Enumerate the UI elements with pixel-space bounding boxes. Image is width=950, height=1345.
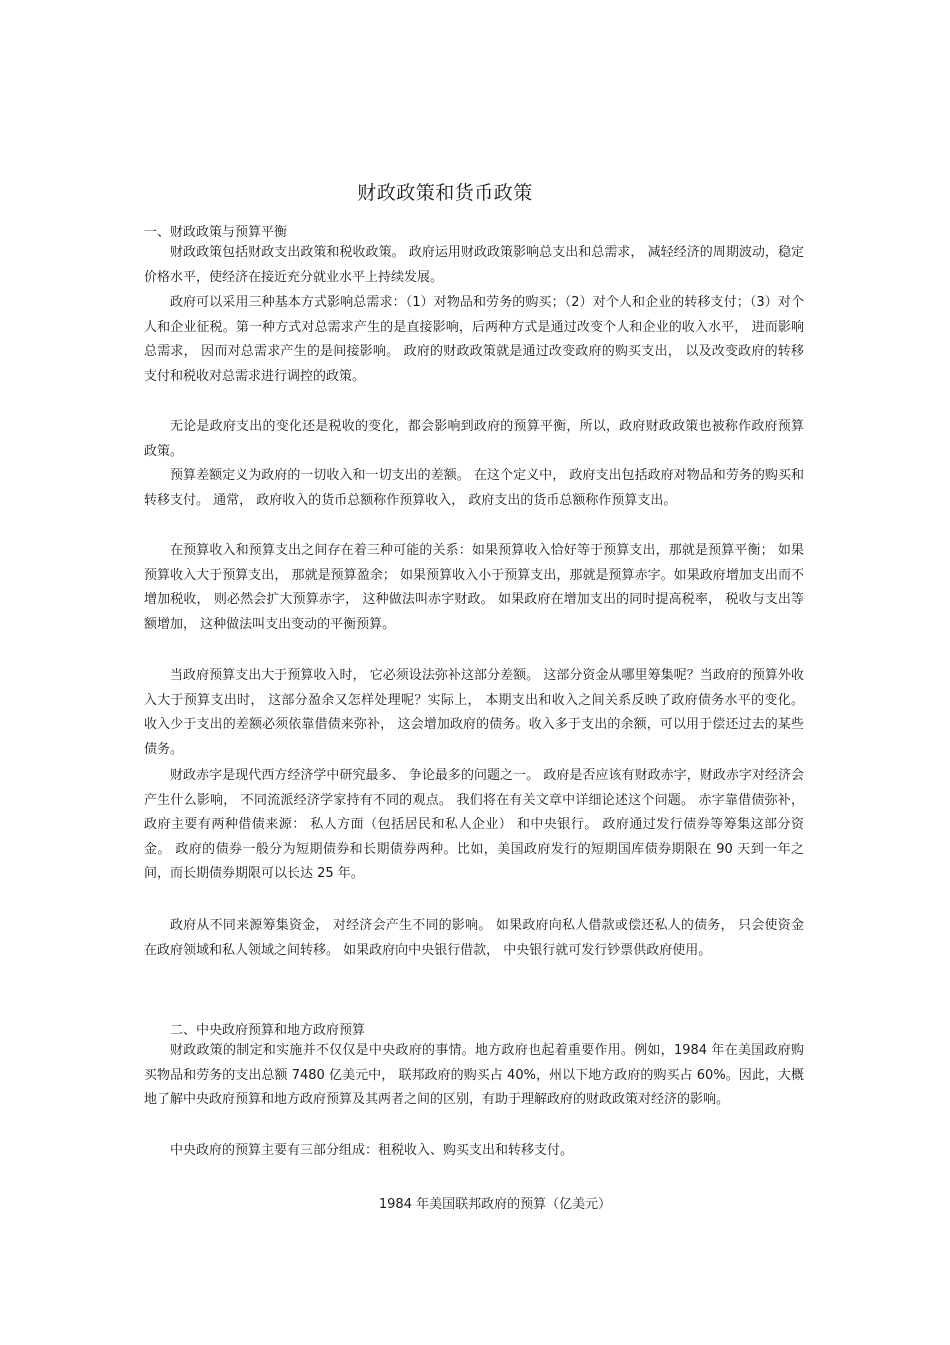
paragraph: 财政政策的制定和实施并不仅仅是中央政府的事情。地方政府也起着重要作用。例如，1984 年在美国政府购买物品和劳务的支出总额 7480 亿美元中， 联邦政府的购买占 40%，州以下地方政府的购买占 60%。因此，大概地了解中央政府预算和地方政府预算及其两者之间的区别，有助于理解政府的财政政策对经济的影响。 — [144, 1043, 804, 1107]
paragraph: 政府从不同来源筹集资金， 对经济会产生不同的影响。 如果政府向私人借款或偿还私人的债务， 只会使资金在政府领域和私人领域之间转移。 如果政府向中央银行借款， 中央银行就可发行钞票供政府使用。 — [144, 918, 804, 958]
paragraph: 财政赤字是现代西方经济学中研究最多、 争论最多的问题之一。 政府是否应该有财政赤字，财政赤字对经济会产生什么影响， 不同流派经济学家持有不同的观点。 我们将在有关文章中详细论述这个问题。 赤字靠借债弥补，政府主要有两种借债来源： 私人方面（包括居民和私人企业） 和中央银行。 政府通过发行债券等筹集这部分资金。 政府的债券一般分为短期债券和长期债券两种。比如，美国政府发行的短期国库债券期限在 90 天到一年之间，而长期债券期限可以长达 25 年。 — [144, 768, 804, 881]
paragraph: 财政政策包括财政支出政策和税收政策。 政府运用财政政策影响总支出和总需求， 减轻经济的周期波动，稳定价格水平，使经济在接近充分就业水平上持续发展。 — [144, 245, 804, 285]
paragraph: 中央政府的预算主要有三部分组成：租税收入、购买支出和转移支付。 — [170, 1143, 574, 1158]
paragraph: 无论是政府支出的变化还是税收的变化，都会影响到政府的预算平衡，所以，政府财政政策也被称作政府预算政策。 — [144, 419, 804, 459]
section-1-heading: 一、财政政策与预算平衡 — [144, 225, 288, 240]
paragraph: 在预算收入和预算支出之间存在着三种可能的关系：如果预算收入恰好等于预算支出，那就是预算平衡； 如果预算收入大于预算支出， 那就是预算盈余； 如果预算收入小于预算支出，那就是预算赤字。如果政府增加支出而不增加税收， 则必然会扩大预算赤字， 这种做法叫赤字财政。 如果政府在增加支出的同时提高税率， 税收与支出等额增加， 这种做法叫支出变动的平衡预算。 — [144, 543, 804, 632]
paragraph: 预算差额定义为政府的一切收入和一切支出的差额。 在这个定义中， 政府支出包括政府对物品和劳务的购买和转移支付。 通常， 政府收入的货币总额称作预算收入， 政府支出的货币总额称作预算支出。 — [144, 468, 804, 508]
document-title: 财政政策和货币政策 — [357, 182, 533, 204]
paragraph: 当政府预算支出大于预算收入时， 它必须设法弥补这部分差额。 这部分资金从哪里筹集呢？当政府的预算外收入大于预算支出时， 这部分盈余又怎样处理呢？实际上， 本期支出和收入之间关系反映了政府债务水平的变化。 收入少于支出的差额必须依靠借债来弥补， 这会增加政府的债务。收入多于支出的余额，可以用于偿还过去的某些债务。 — [144, 668, 804, 757]
section-2-heading: 二、中央政府预算和地方政府预算 — [170, 1023, 366, 1038]
table-caption: 1984 年美国联邦政府的预算（亿美元） — [378, 1197, 612, 1212]
paragraph: 政府可以采用三种基本方式影响总需求：（1）对物品和劳务的购买；（2）对个人和企业的转移支付；（3）对个人和企业征税。第一种方式对总需求产生的是直接影响，后两种方式是通过改变个人和企业的收入水平， 进而影响总需求， 因而对总需求产生的是间接影响。 政府的财政政策就是通过改变政府的购买支出， 以及改变政府的转移支付和税收对总需求进行调控的政策。 — [144, 295, 804, 384]
